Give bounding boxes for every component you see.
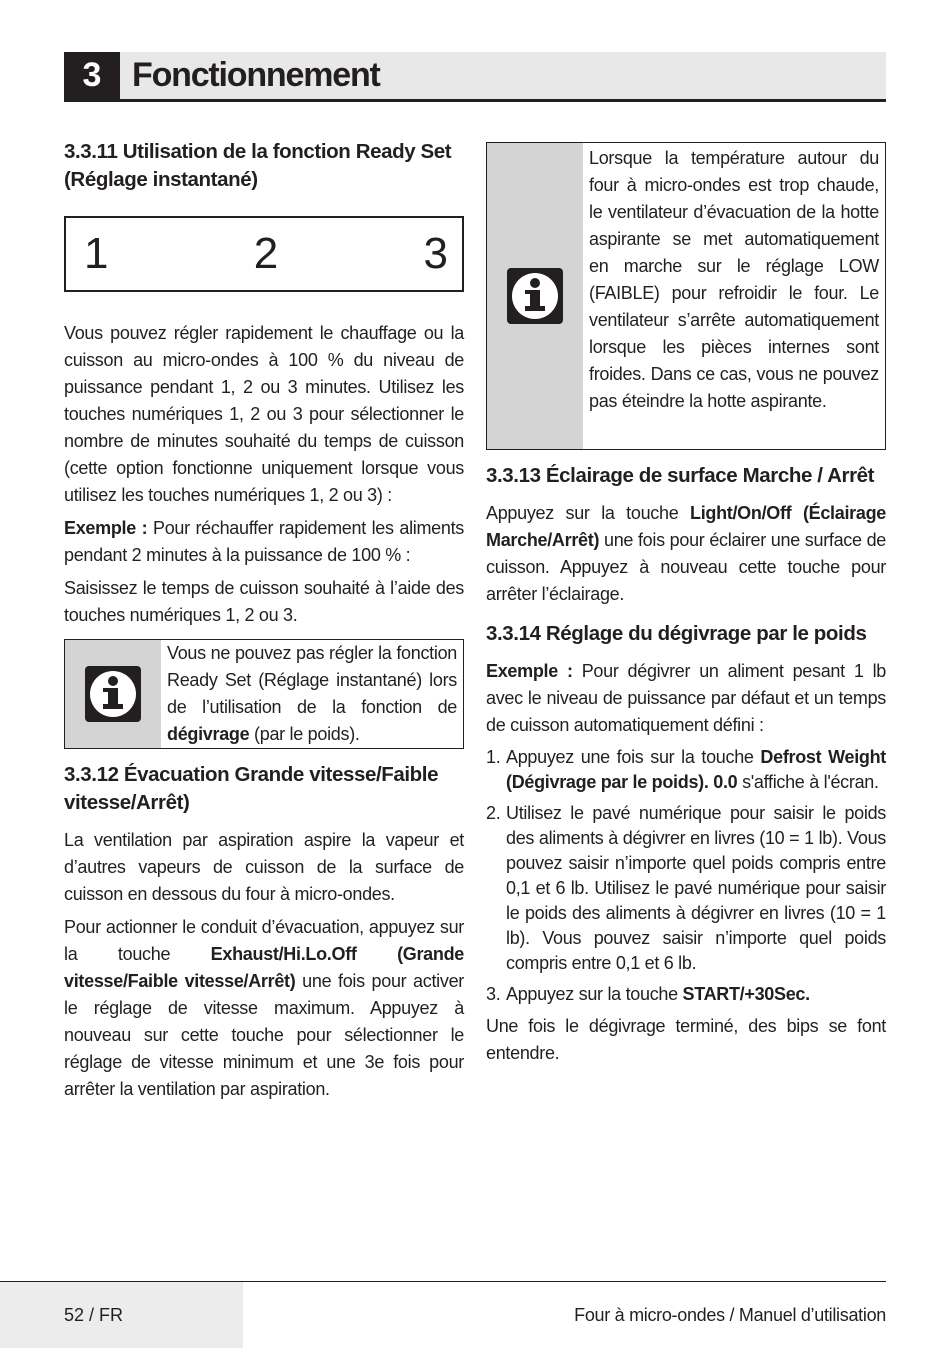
info-note-ready-set bbox=[64, 639, 464, 749]
key-1: 1 bbox=[84, 229, 109, 278]
ready-set-instruction: Saisissez le temps de cuisson souhaité à l’aide des touches numériques 1, 2 ou 3. bbox=[64, 578, 464, 625]
exhaust-description: La ventilation par aspiration aspire la vapeur et d’autres vapeurs de cuisson de la surface de cuisson en dessous du four à micro-ondes. bbox=[64, 830, 464, 904]
section-heading-exhaust: 3.3.12 Évacuation Grande vitesse/Faible vitesse/Arrêt) bbox=[64, 763, 439, 814]
example-text: Pour réchauffer rapidement les aliments pendant 2 minutes à la puissance de 100 % : bbox=[64, 518, 464, 565]
defrost-steps bbox=[486, 745, 886, 1007]
right-column bbox=[486, 142, 886, 1067]
note-text: Lorsque la température autour du four à micro-ondes est trop chaude, le ventilateur d’évacuation de la hotte aspirante se met automatiquement en marche sur le réglage LOW (FAIBLE) pour refroidir le four. Le ventilateur s’arrête automatiquement lorsque les pièces internes sont froides. Dans ce cas, vous ne pouvez pas éteindre la hotte aspirante. bbox=[589, 148, 879, 411]
light-key-label: Light/On/Off (Éclairage Marche/Arrêt) bbox=[486, 503, 886, 550]
chapter-number: 3 bbox=[64, 52, 120, 99]
info-note-exhaust bbox=[486, 142, 886, 450]
list-item: 3. Appuyez sur la touche START/+30Sec. bbox=[486, 984, 810, 1004]
exhaust-key-label: Exhaust/Hi.Lo.Off (Grande vitesse/Faible vitesse/Arrêt) bbox=[64, 944, 464, 991]
surface-light-instruction: Appuyez sur la touche Light/On/Off (Éclairage Marche/Arrêt) une fois pour éclairer une surface de cuisson. Appuyez à nouveau cette touche pour arrêter l’éclairage. bbox=[486, 503, 886, 604]
info-icon bbox=[507, 268, 563, 324]
list-item: 1. Appuyez une fois sur la touche Defrost Weight (Dégivrage par le poids). 0.0 s'affiche à l'écran. bbox=[486, 747, 886, 792]
chapter-header bbox=[64, 52, 886, 102]
section-heading-surface-light: 3.3.13 Éclairage de surface Marche / Arrêt bbox=[486, 464, 875, 487]
ready-set-description: Vous pouvez régler rapidement le chauffage ou la cuisson au micro-ondes à 100 % du niveau de puissance pendant 1, 2 ou 3 minutes. Utilisez les touches numériques 1, 2 ou 3 pour sélectionner le nombre de minutes souhaité du temps de cuisson (cette option fonctionne uniquement lorsque vous utilisez les touches numériques 1, 2 ou 3) : bbox=[64, 323, 464, 505]
defrost-closing: Une fois le dégivrage terminé, des bips se font entendre. bbox=[486, 1016, 886, 1063]
example-label: Exemple : bbox=[486, 661, 573, 681]
key-3: 3 bbox=[423, 229, 448, 278]
footer-divider bbox=[0, 1281, 886, 1282]
section-heading-defrost-weight: 3.3.14 Réglage du dégivrage par le poids bbox=[486, 622, 867, 645]
exhaust-instruction: Pour actionner le conduit d’évacuation, appuyez sur la touche Exhaust/Hi.Lo.Off (Grande vitesse/Faible vitesse/Arrêt) une fois pour activer le réglage de vitesse maximum. Appuyez à nouveau sur cette touche pour sélectionner le réglage de vitesse minimum et une 3e fois pour arrêter la ventilation par aspiration. bbox=[64, 917, 464, 1099]
left-column bbox=[64, 138, 464, 1103]
page-number: 52 / FR bbox=[64, 1305, 124, 1325]
example-label: Exemple : bbox=[64, 518, 148, 538]
ready-set-example bbox=[64, 515, 464, 569]
note-bold: dégivrage bbox=[167, 724, 250, 744]
manual-title: Four à micro-ondes / Manuel d’utilisation bbox=[574, 1305, 886, 1325]
list-item: 2. Utilisez le pavé numérique pour saisir le poids des aliments à dégivrer en livres (10 = 1 lb). Vous pouvez saisir n’importe quel poids compris entre 0,1 et 6 lb. Utilisez le pavé numérique pour saisir le poids des aliments à dégivrer en livres (10 = 1 lb). Vous pouvez saisir n’importe quel poids compris entre 0,1 et 6 lb. bbox=[486, 803, 886, 973]
info-icon bbox=[85, 666, 141, 722]
note-text: Vous ne pouvez pas régler la fonction Ready Set (Réglage instantané) lors de l’utilisation de la fonction de dégivrage (par le poids). bbox=[167, 643, 457, 744]
ready-set-keys-display bbox=[64, 216, 464, 292]
section-heading-ready-set: 3.3.11 Utilisation de la fonction Ready Set (Réglage instantané) bbox=[64, 140, 452, 191]
key-2: 2 bbox=[253, 229, 279, 278]
defrost-example: Exemple : Pour dégivrer un aliment pesant 1 lb avec le niveau de puissance par défaut et un temps de cuisson automatiquement défini : bbox=[486, 661, 886, 735]
chapter-title: Fonctionnement bbox=[132, 56, 380, 94]
